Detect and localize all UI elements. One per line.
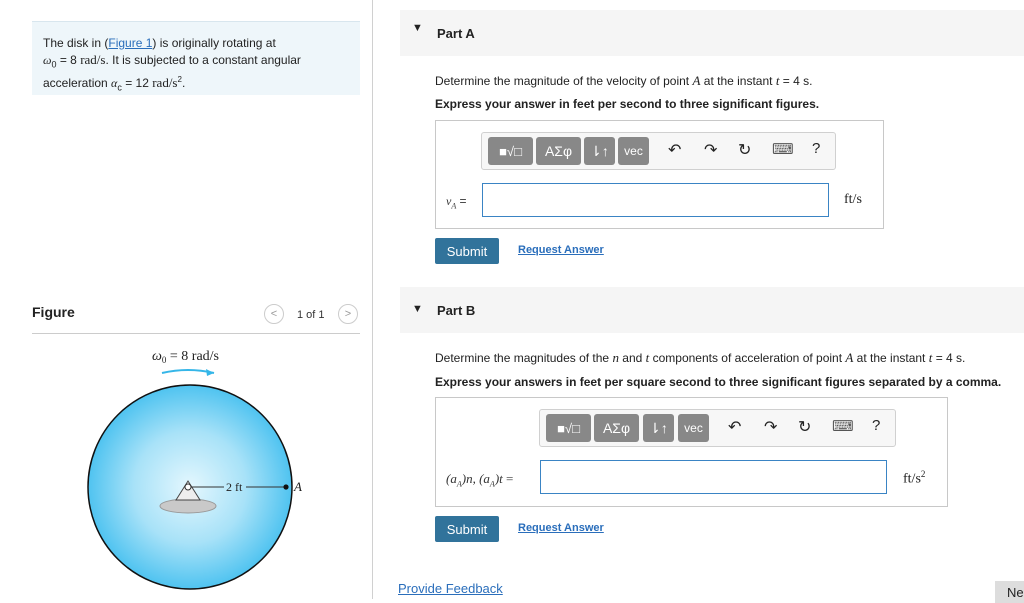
problem-text: acceleration: [43, 76, 112, 91]
pane-divider: [372, 0, 373, 599]
arrows-button[interactable]: ⇂↑: [584, 137, 615, 165]
math-toolbar: [481, 132, 836, 170]
arrows-button[interactable]: ⇂↑: [643, 414, 674, 442]
problem-text: ) is originally rotating at: [152, 36, 276, 50]
figure-next-button[interactable]: >: [338, 304, 358, 324]
part-a-header[interactable]: [400, 10, 1024, 56]
provide-feedback-link[interactable]: Provide Feedback: [398, 581, 503, 596]
acceleration-input[interactable]: [540, 460, 887, 494]
part-b-answer-box: [435, 397, 948, 507]
radius-label: 2 ft: [226, 480, 243, 494]
figure-header: [32, 298, 360, 334]
problem-text: The disk in (: [43, 36, 109, 50]
redo-icon[interactable]: ↷: [764, 419, 778, 436]
figure-title: Figure: [32, 304, 75, 320]
velocity-label: $v_A$ =: [446, 194, 467, 211]
reset-icon[interactable]: ↻: [738, 142, 752, 159]
reset-icon[interactable]: ↻: [798, 419, 812, 436]
pin-support-base: [160, 499, 216, 513]
collapse-icon[interactable]: ▼: [412, 22, 423, 34]
rotation-arrowhead: [206, 369, 214, 376]
part-b-request-answer-link[interactable]: Request Answer: [518, 522, 604, 534]
part-a-title: Part A: [437, 26, 475, 41]
alpha-subscript: c: [117, 82, 122, 93]
disk-figure: [80, 340, 340, 599]
collapse-icon[interactable]: ▼: [412, 303, 423, 315]
figure-link[interactable]: Figure 1: [108, 36, 153, 50]
part-a-request-answer-link[interactable]: Request Answer: [518, 244, 604, 256]
part-a-question: Determine the magnitude of the velocity of point A at the instant t = 4 s.: [435, 73, 813, 88]
part-b-header[interactable]: [400, 287, 1024, 333]
velocity-input[interactable]: [482, 183, 829, 217]
part-b-title: Part B: [437, 303, 476, 318]
velocity-unit: ft/s: [844, 192, 862, 207]
alpha-exponent: 2: [177, 75, 182, 85]
undo-icon[interactable]: ↶: [728, 419, 742, 436]
vec-button[interactable]: vec: [678, 414, 709, 442]
pin: [185, 484, 191, 490]
omega-unit: rad/s: [80, 51, 106, 67]
point-a-label: A: [294, 479, 302, 494]
math-toolbar: [539, 409, 896, 447]
vec-button[interactable]: vec: [618, 137, 649, 165]
point-a-marker: [283, 484, 288, 489]
help-icon[interactable]: ?: [812, 140, 821, 157]
greek-button[interactable]: ΑΣφ: [594, 414, 639, 442]
omega-equals: = 8: [56, 52, 81, 67]
problem-text: .: [181, 76, 186, 91]
rotation-arrow: [162, 370, 214, 373]
keyboard-icon[interactable]: ⌨: [772, 141, 794, 158]
acceleration-label: $(a_A)n$, $(a_A)t$ =: [446, 471, 514, 489]
part-a-submit-button[interactable]: Submit: [435, 238, 499, 264]
acceleration-unit: $ft/s^2$: [903, 469, 926, 487]
alpha-symbol: α: [111, 76, 118, 91]
next-button[interactable]: Ne: [995, 581, 1024, 603]
figure-counter: 1 of 1: [297, 309, 325, 321]
part-b-submit-button[interactable]: Submit: [435, 516, 499, 542]
part-b-question: Determine the magnitudes of the n and t components of acceleration of point A at the instant t = 4 s.: [435, 350, 966, 365]
templates-button[interactable]: ■√□: [546, 414, 591, 442]
redo-icon[interactable]: ↷: [704, 142, 718, 159]
keyboard-icon[interactable]: ⌨: [832, 418, 854, 435]
figure-prev-button[interactable]: <: [264, 304, 284, 324]
alpha-unit: rad/s: [152, 75, 178, 91]
alpha-equals: = 12: [121, 76, 153, 91]
omega-symbol: ω: [43, 52, 52, 67]
part-a-answer-box: [435, 120, 884, 229]
omega-subscript: 0: [51, 58, 57, 69]
part-b-instruction: Express your answers in feet per square second to three significant figures separated by a comma.: [435, 375, 1002, 389]
part-a-instruction: Express your answer in feet per second to three significant figures.: [435, 97, 820, 111]
greek-button[interactable]: ΑΣφ: [536, 137, 581, 165]
problem-text: . It is subjected to a constant angular: [105, 52, 301, 67]
help-icon[interactable]: ?: [872, 417, 881, 434]
undo-icon[interactable]: ↶: [668, 142, 682, 159]
problem-statement: [32, 21, 360, 95]
omega-label: $\omega_0 = 8$ rad/s: [152, 349, 219, 365]
templates-button[interactable]: ■√□: [488, 137, 533, 165]
